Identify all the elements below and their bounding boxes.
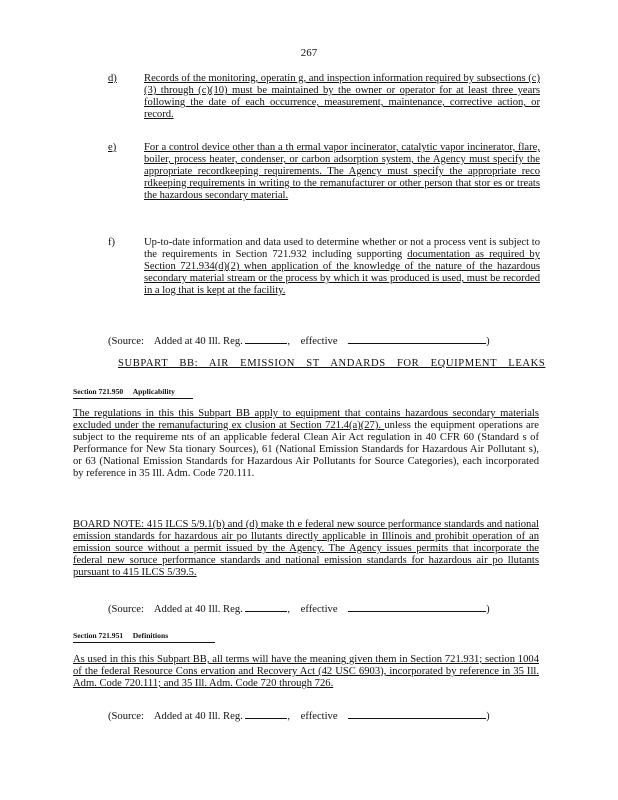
- source-added: Added at 40 Ill. Reg.: [153, 604, 243, 615]
- item-text-underlined: documentation as required by Section 721.934(d)(2) when application of the knowledge of the nature of the hazardous secondary material stream or the process by which it was produced is used, must be recorded in a log that is kept at the facility.: [144, 249, 540, 296]
- paragraph: [73, 408, 539, 480]
- item-text: Records of the monitoring, operatin g, and inspection information required by subsections (c)(3) through (c)(10) must be maintained by the owner or operator for at least three years following the date of each occurrence, measurement, maintenance, corrective action, or record.: [144, 73, 540, 120]
- source-close: ): [486, 604, 490, 615]
- source-close: ): [486, 336, 490, 347]
- source-effective: effective: [300, 711, 338, 722]
- page-number: 267: [300, 47, 318, 59]
- section-number: Section 721.951: [73, 631, 124, 640]
- item-text: For a control device other than a th ermal vapor incinerator, catalytic vapor incinerator, flare, boiler, process heater, condenser, or carbon adsorption system, the Agency must specify the appropriate recordkeeping requirements. The Agency must specify the appropriate reco rdkeeping requirements in writing to the remanufacturer or other person that stor es or treats the hazardous secondary material.: [144, 142, 540, 201]
- source-note: [108, 601, 538, 616]
- source-note: [108, 708, 538, 723]
- list-item-d: [108, 73, 540, 121]
- source-added: Added at 40 Ill. Reg.: [153, 336, 243, 347]
- list-item-e: [108, 142, 540, 202]
- paragraph-text: BOARD NOTE: 415 ILCS 5/9.1(b) and (d) make th e federal new source performance standards and national emission standards for hazardous air po llutants directly applicable in Illinois and prohibit operation of an emission source without a permit issued by the Agency. The Agency issues permits that incorporate the federal new soruce performance standards and national emission standards for hazardous air po llutants pursuant to 415 ILCS 5/39.5.: [73, 519, 539, 578]
- list-item-f: [108, 237, 540, 297]
- item-label: e): [108, 142, 117, 153]
- source-open: (Source:: [108, 711, 144, 722]
- source-note: [108, 333, 538, 348]
- source-comma: ,: [287, 336, 291, 347]
- source-comma: ,: [287, 604, 291, 615]
- source-added: Added at 40 Ill. Reg.: [153, 711, 243, 722]
- blank-line: [348, 708, 486, 719]
- paragraph-text: [73, 408, 539, 479]
- blank-line: [245, 601, 287, 612]
- source-effective: effective: [300, 336, 338, 347]
- paragraph-text-plain: unless the equipment operations are subject to the requireme nts of an applicable federal Clean Air Act regulation in 40 CFR 60 (Standard s of Performance for New Sta tionary Sources), 61 (National Emission Standards for Hazardous Air Pollutant s), or 63 (National Emission Standards for Hazardous Air Pollutants for Source Categories), each incorporated by reference in 35 Ill. Adm. Code 720.111.: [73, 420, 539, 479]
- blank-line: [245, 708, 287, 719]
- paragraph-text-underlined: The regulations in this this Subpart BB apply to equipment that contains hazardous secondary materials excluded under the remanufacturing ex clusion at Section 721.4(a)(27).: [73, 408, 539, 431]
- board-note: [73, 519, 539, 579]
- source-comma: ,: [287, 711, 291, 722]
- source-open: (Source:: [108, 604, 144, 615]
- source-open: (Source:: [108, 336, 144, 347]
- paragraph-text: As used in this this Subpart BB, all terms will have the meaning given them in Section 721.931; section 1004 of the federal Resource Cons ervation and Recovery Act (42 USC 6903), incorporated by reference in 35 Ill. Adm. Code 720.111; and 35 Ill. Adm. Code 720 through 726.: [73, 654, 539, 689]
- section-title: Definitions: [132, 631, 169, 640]
- section-heading: [73, 630, 215, 643]
- source-effective: effective: [300, 604, 338, 615]
- blank-line: [348, 601, 486, 612]
- blank-line: [348, 333, 486, 344]
- item-text: [144, 237, 540, 297]
- section-title: Applicability: [132, 387, 175, 396]
- subpart-heading: SUBPART BB: AIR EMISSION ST ANDARDS FOR EQUIPMENT LEAKS: [118, 358, 546, 369]
- item-text-plain: Up-to-date information and data used to determine whether or not a process vent is subject to the requirements in Section 721.932 including supporting: [144, 237, 540, 260]
- item-label: f): [108, 237, 116, 248]
- section-number: Section 721.950: [73, 387, 124, 396]
- section-heading: [73, 386, 193, 399]
- item-label: d): [108, 73, 117, 84]
- source-close: ): [486, 711, 490, 722]
- paragraph: [73, 654, 539, 690]
- blank-line: [245, 333, 287, 344]
